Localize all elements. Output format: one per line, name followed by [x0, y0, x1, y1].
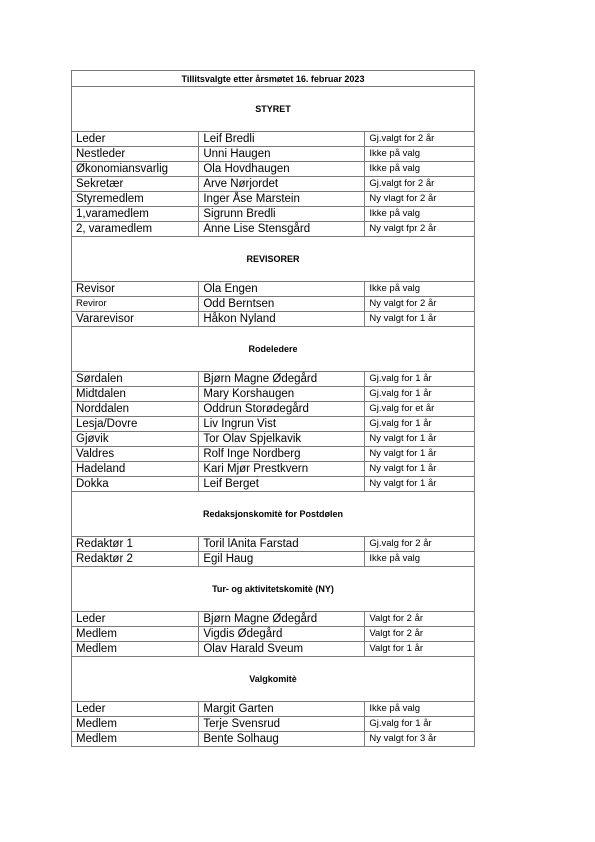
table-row: [72, 462, 475, 477]
role-cell: Dokka: [72, 477, 199, 492]
table-row: [72, 447, 475, 462]
role-cell: Redaktør 2: [72, 552, 199, 567]
status-cell: Ny valgt for 1 år: [365, 312, 475, 327]
name-cell: Mary Korshaugen: [199, 387, 365, 402]
role-cell: Redaktør 1: [72, 537, 199, 552]
role-cell: Styremedlem: [72, 192, 199, 207]
name-cell: Sigrunn Bredli: [199, 207, 365, 222]
name-cell: Rolf Inge Nordberg: [199, 447, 365, 462]
role-cell: Nestleder: [72, 147, 199, 162]
table-row: [72, 627, 475, 642]
role-cell: Lesja/Dovre: [72, 417, 199, 432]
status-cell: Valgt for 2 år: [365, 627, 475, 642]
name-cell: Ola Hovdhaugen: [199, 162, 365, 177]
role-cell: Vararevisor: [72, 312, 199, 327]
status-cell: Gj.valg for et år: [365, 402, 475, 417]
status-cell: Valgt for 1 år: [365, 642, 475, 657]
section-heading-row: [72, 492, 475, 537]
status-cell: Ikke på valg: [365, 207, 475, 222]
status-cell: Gj.valg for 1 år: [365, 717, 475, 732]
table-row: [72, 177, 475, 192]
status-cell: Ny valgt fpr 2 år: [365, 222, 475, 237]
status-cell: Gj.valgt for 2 år: [365, 177, 475, 192]
name-cell: Egil Haug: [199, 552, 365, 567]
table-row: [72, 432, 475, 447]
status-cell: Ikke på valg: [365, 162, 475, 177]
table-row: [72, 147, 475, 162]
role-cell: Medlem: [72, 627, 199, 642]
status-cell: Ny valgt for 3 år: [365, 732, 475, 747]
status-cell: Ny valgt for 1 år: [365, 462, 475, 477]
table-row: [72, 717, 475, 732]
role-cell: Økonomiansvarlig: [72, 162, 199, 177]
table-row: [72, 402, 475, 417]
status-cell: Ny valgt for 2 år: [365, 297, 475, 312]
role-cell: 1,varamedlem: [72, 207, 199, 222]
table-row: [72, 387, 475, 402]
table-row: [72, 282, 475, 297]
name-cell: Odd Berntsen: [199, 297, 365, 312]
status-cell: Valgt for 2 år: [365, 612, 475, 627]
section-heading-row: [72, 327, 475, 372]
table-row: [72, 417, 475, 432]
name-cell: Margit Garten: [199, 702, 365, 717]
name-cell: Leif Berget: [199, 477, 365, 492]
table-row: [72, 612, 475, 627]
name-cell: Leif Bredli: [199, 132, 365, 147]
name-cell: Anne Lise Stensgård: [199, 222, 365, 237]
table-row: [72, 477, 475, 492]
role-cell: Leder: [72, 132, 199, 147]
table-row: [72, 732, 475, 747]
name-cell: Kari Mjør Prestkvern: [199, 462, 365, 477]
role-cell: Medlem: [72, 717, 199, 732]
role-cell: Gjøvik: [72, 432, 199, 447]
name-cell: Håkon Nyland: [199, 312, 365, 327]
status-cell: Ikke på valg: [365, 702, 475, 717]
name-cell: Vigdis Ødegård: [199, 627, 365, 642]
section-heading: Valgkomitè: [72, 657, 475, 702]
name-cell: Inger Åse Marstein: [199, 192, 365, 207]
name-cell: Bente Solhaug: [199, 732, 365, 747]
role-cell: Revisor: [72, 282, 199, 297]
table-row: [72, 297, 475, 312]
name-cell: Unni Haugen: [199, 147, 365, 162]
table-row: [72, 162, 475, 177]
section-heading: REVISORER: [72, 237, 475, 282]
name-cell: Arve Nørjordet: [199, 177, 365, 192]
table-row: [72, 552, 475, 567]
table-row: [72, 372, 475, 387]
name-cell: Bjørn Magne Ødegård: [199, 612, 365, 627]
status-cell: Gj.valg for 1 år: [365, 417, 475, 432]
name-cell: Tor Olav Spjelkavik: [199, 432, 365, 447]
status-cell: Ikke på valg: [365, 282, 475, 297]
name-cell: Toril lAnita Farstad: [199, 537, 365, 552]
table-row: [72, 537, 475, 552]
section-heading-row: [72, 657, 475, 702]
status-cell: Gj.valg for 2 år: [365, 537, 475, 552]
role-cell: Medlem: [72, 732, 199, 747]
table-row: [72, 312, 475, 327]
status-cell: Ny vlagt for 2 år: [365, 192, 475, 207]
status-cell: Ikke på valg: [365, 552, 475, 567]
title-row: [72, 71, 475, 87]
status-cell: Gj.valg for 1 år: [365, 372, 475, 387]
section-heading-row: [72, 567, 475, 612]
status-cell: Gj.valgt for 2 år: [365, 132, 475, 147]
role-cell: Reviror: [72, 297, 199, 312]
status-cell: Ikke på valg: [365, 147, 475, 162]
officers-table-body: [72, 71, 475, 747]
role-cell: Valdres: [72, 447, 199, 462]
section-heading: Tur- og aktivitetskomitè (NY): [72, 567, 475, 612]
table-row: [72, 192, 475, 207]
table-row: [72, 222, 475, 237]
section-heading: Redaksjonskomitè for Postdølen: [72, 492, 475, 537]
name-cell: Oddrun Storødegård: [199, 402, 365, 417]
table-row: [72, 132, 475, 147]
name-cell: Bjørn Magne Ødegård: [199, 372, 365, 387]
role-cell: Norddalen: [72, 402, 199, 417]
name-cell: Ola Engen: [199, 282, 365, 297]
role-cell: Leder: [72, 702, 199, 717]
role-cell: Midtdalen: [72, 387, 199, 402]
table-row: [72, 207, 475, 222]
status-cell: Ny valgt for 1 år: [365, 432, 475, 447]
table-row: [72, 642, 475, 657]
role-cell: 2, varamedlem: [72, 222, 199, 237]
section-heading: Rodeledere: [72, 327, 475, 372]
name-cell: Olav Harald Sveum: [199, 642, 365, 657]
role-cell: Leder: [72, 612, 199, 627]
role-cell: Sekretær: [72, 177, 199, 192]
status-cell: Ny valgt for 1 år: [365, 447, 475, 462]
section-heading-row: [72, 237, 475, 282]
role-cell: Hadeland: [72, 462, 199, 477]
document-title: Tillitsvalgte etter årsmøtet 16. februar 2023: [72, 71, 475, 87]
role-cell: Medlem: [72, 642, 199, 657]
name-cell: Terje Svensrud: [199, 717, 365, 732]
status-cell: Ny valgt for 1 år: [365, 477, 475, 492]
name-cell: Liv Ingrun Vist: [199, 417, 365, 432]
status-cell: Gj.valg for 1 år: [365, 387, 475, 402]
role-cell: Sørdalen: [72, 372, 199, 387]
section-heading: STYRET: [72, 87, 475, 132]
section-heading-row: [72, 87, 475, 132]
officers-table: [71, 70, 475, 747]
table-row: [72, 702, 475, 717]
